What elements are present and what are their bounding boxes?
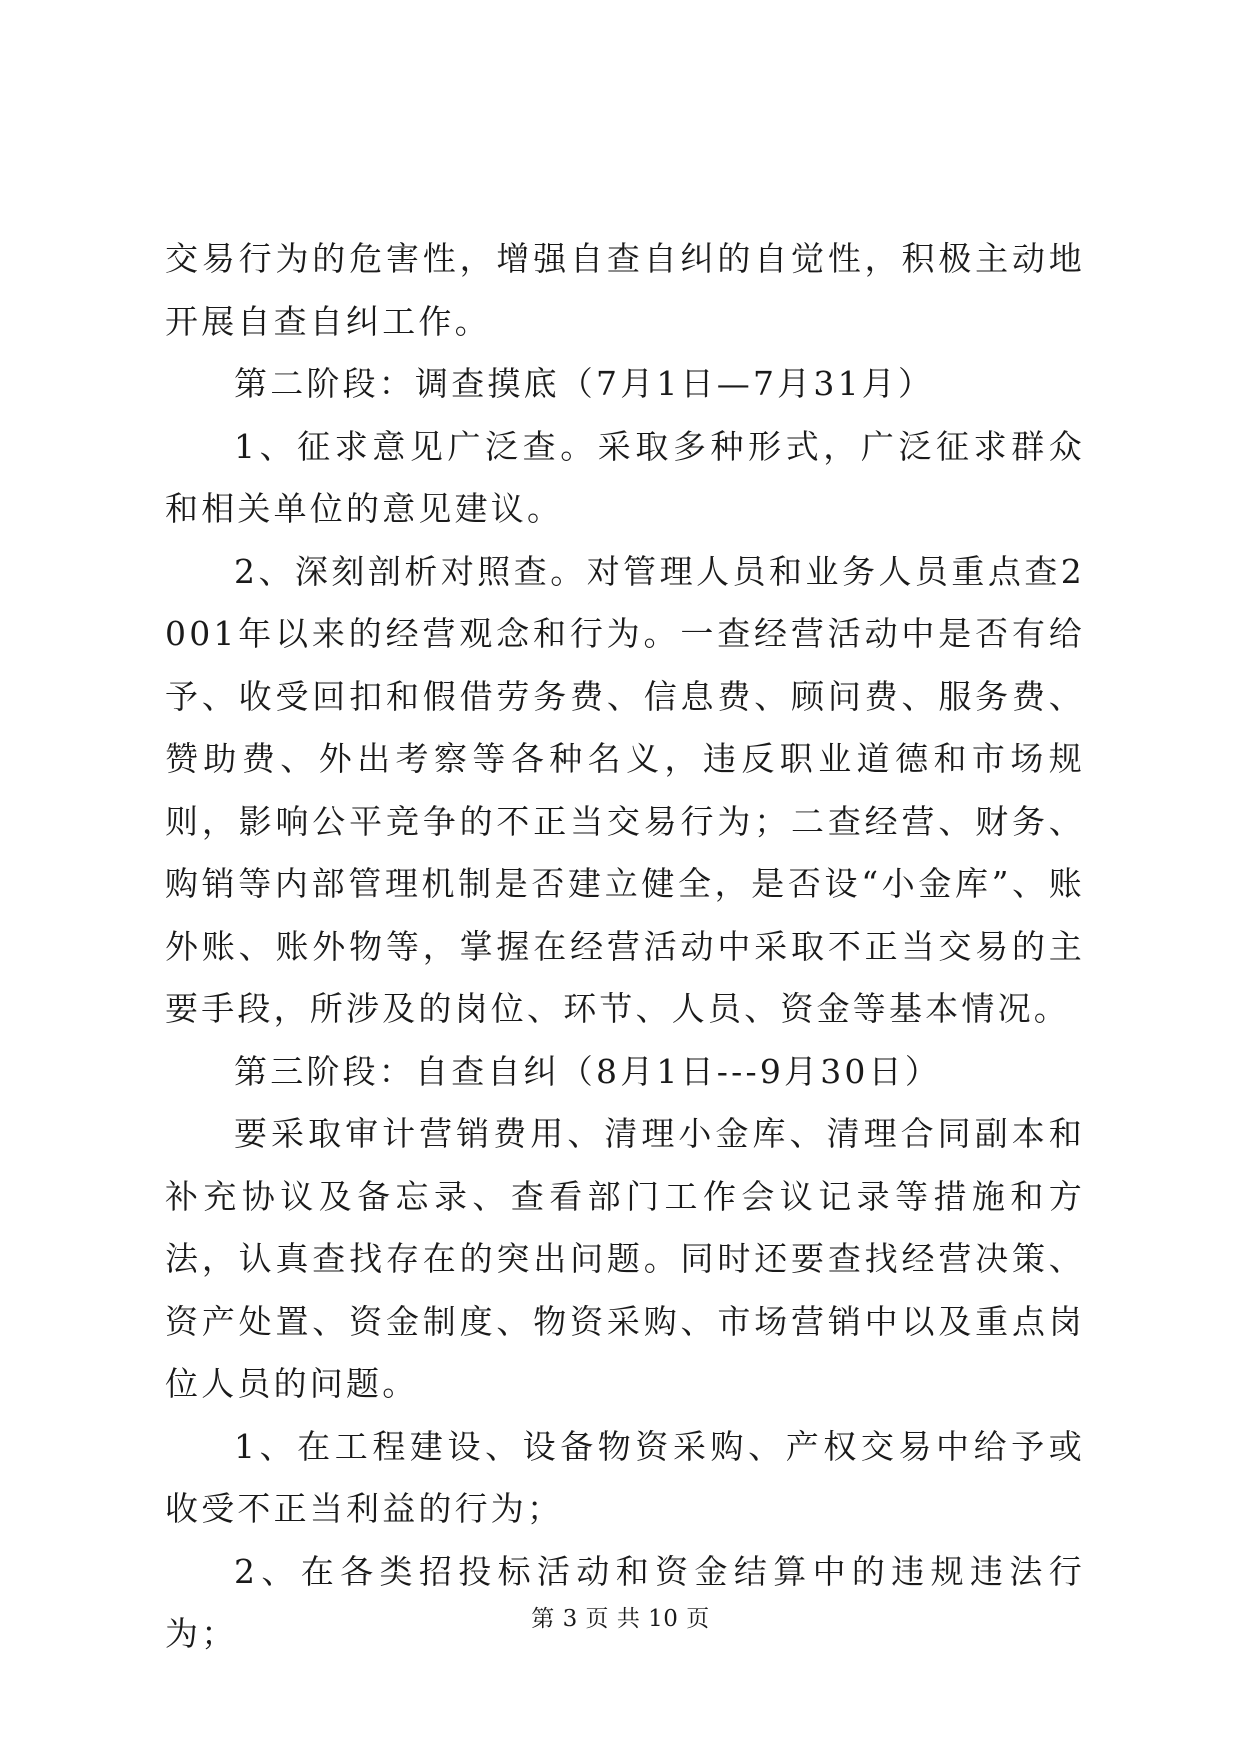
paragraph-4: 2、深刻剖析对照查。对管理人员和业务人员重点查2001年以来的经营观念和行为。一查经营活动中是否有给予、收受回扣和假借劳务费、信息费、顾问费、服务费、赞助费、外出考察等各种名义，违反职业道德和市场规则，影响公平竞争的不正当交易行为；二查经营、财务、购销等内部管理机制是否建立健全，是否设“小金库”、账外账、账外物等，掌握在经营活动中采取不正当交易的主要手段，所涉及的岗位、环节、人员、资金等基本情况。 <box>165 551 1085 1028</box>
page-footer: 第 3 页 共 10 页 <box>531 1606 710 1632</box>
paragraph-7: 1、在工程建设、设备物资采购、产权交易中给予或收受不正当利益的行为； <box>165 1426 1085 1528</box>
paragraph-5: 第三阶段：自查自纠（8月1日---9月30日） <box>234 1051 942 1091</box>
body-text <box>165 228 1085 1666</box>
paragraph-1: 交易行为的危害性，增强自查自纠的自觉性，积极主动地开展自查自纠工作。 <box>165 239 1085 341</box>
paragraph-2: 第二阶段：调查摸底（7月1日—7月31月） <box>234 364 935 403</box>
paragraph-8: 2、在各类招投标活动和资金结算中的违规违法行为； <box>165 1551 1085 1653</box>
paragraph-3: 1、征求意见广泛查。采取多种形式，广泛征求群众和相关单位的意见建议。 <box>165 426 1085 528</box>
paragraph-6: 要采取审计营销费用、清理小金库、清理合同副本和补充协议及备忘录、查看部门工作会议记录等措施和方法，认真查找存在的突出问题。同时还要查找经营决策、资产处置、资金制度、物资采购、市场营销中以及重点岗位人员的问题。 <box>165 1114 1085 1403</box>
